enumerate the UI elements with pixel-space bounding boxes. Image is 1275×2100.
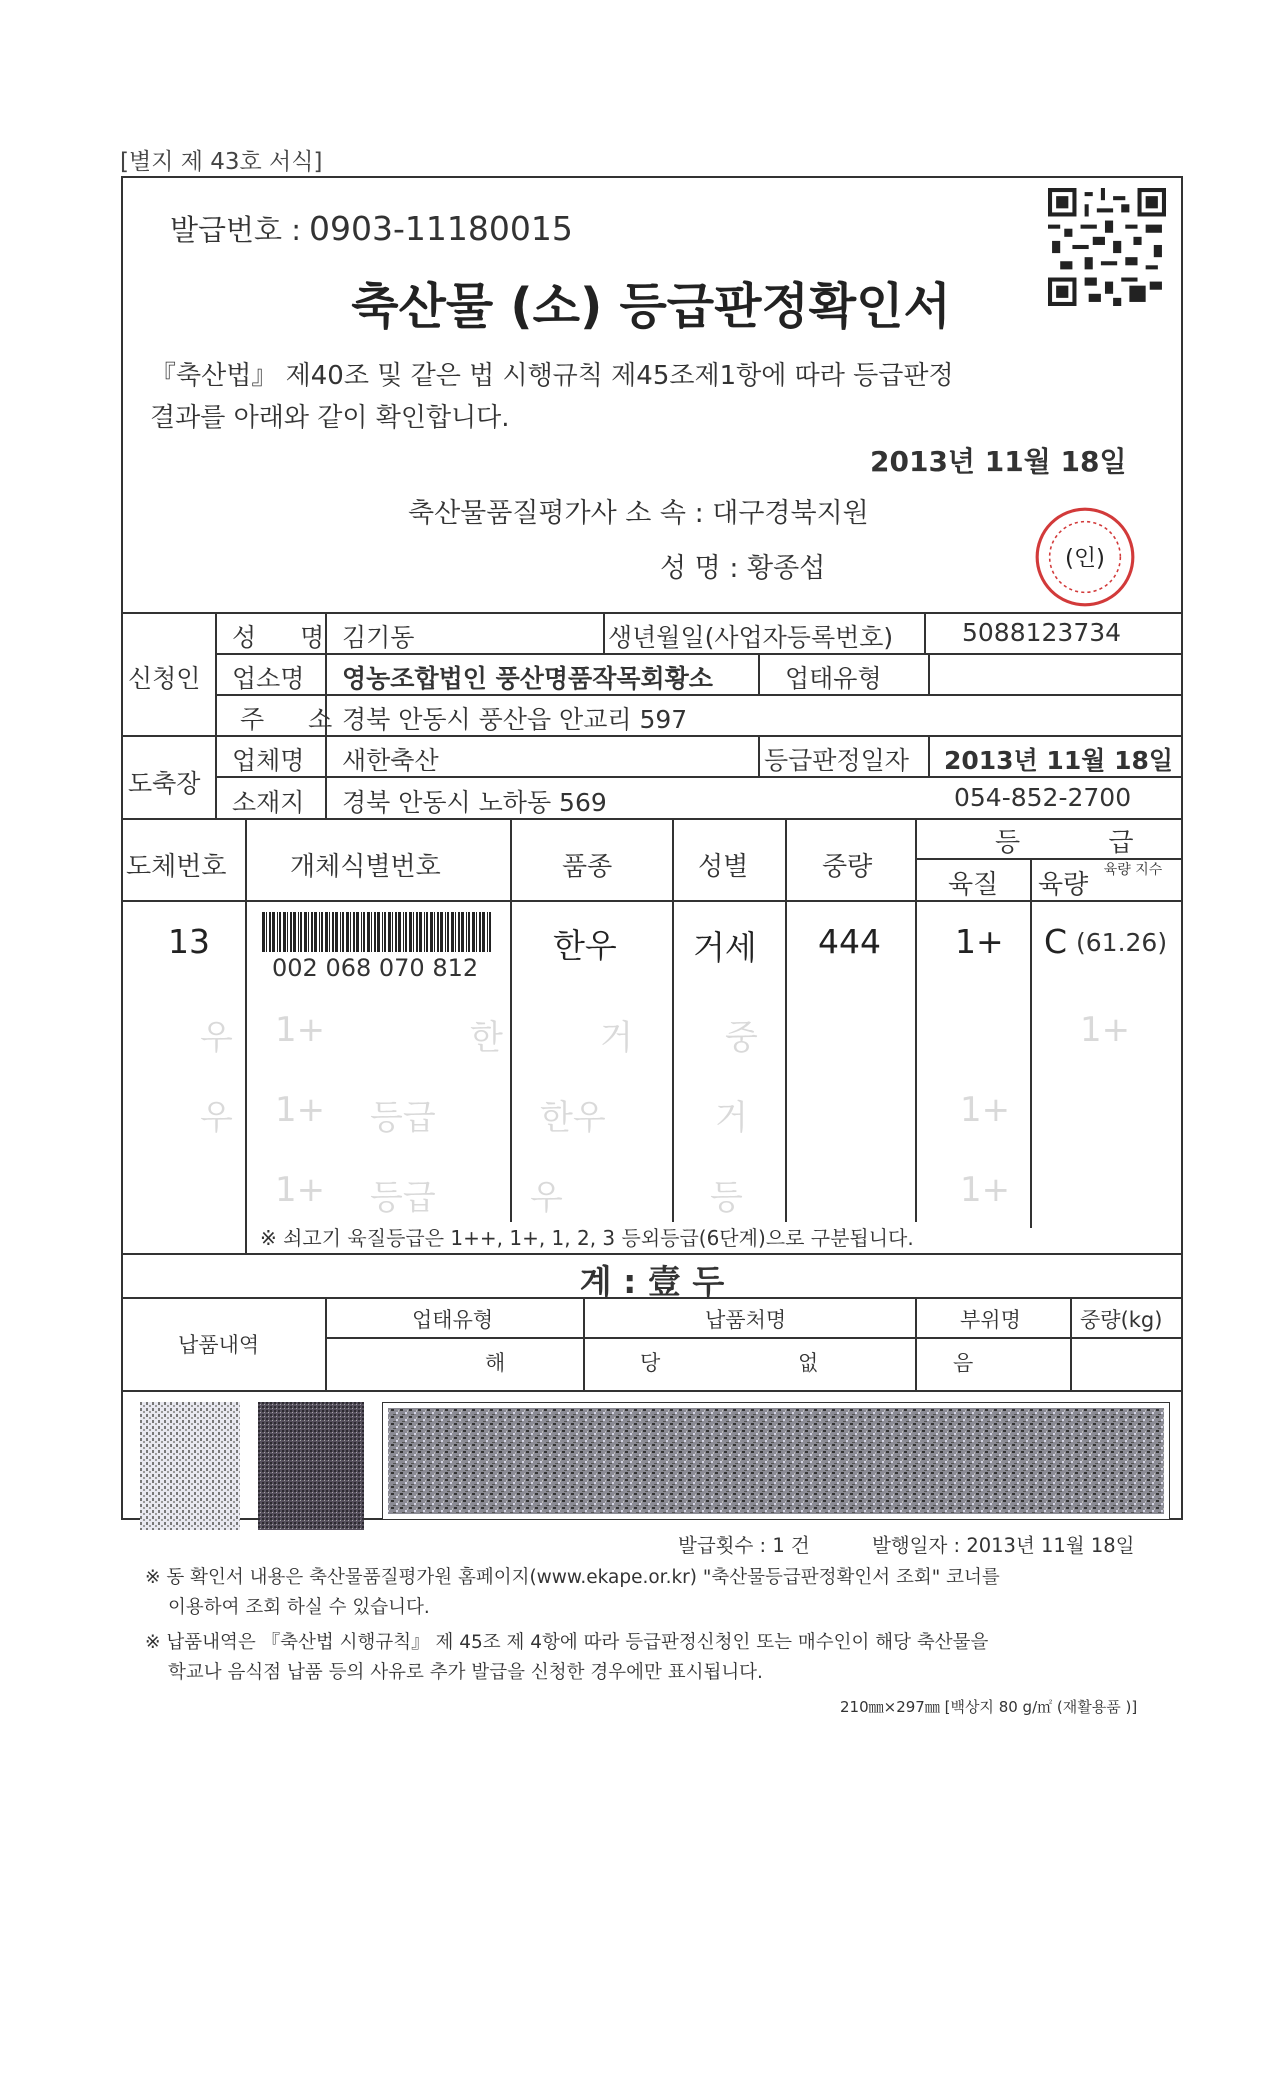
barcode-bar bbox=[419, 912, 422, 952]
barcode-bar bbox=[374, 912, 376, 952]
barcode-bar bbox=[451, 912, 454, 952]
barcode-bar bbox=[293, 912, 296, 952]
watermark-text: 등급 bbox=[370, 1098, 436, 1138]
intro-line-1: 『축산법』 제40조 및 같은 법 시행규칙 제45조제1항에 따라 등급판정 bbox=[150, 361, 954, 391]
barcode-bar bbox=[311, 912, 313, 952]
applicant-section-label: 신청인 bbox=[128, 664, 201, 693]
evaluator-name-label: 성 명 : bbox=[660, 553, 739, 584]
barcode-bar bbox=[416, 912, 418, 952]
barcode-bar bbox=[371, 912, 372, 952]
barcode-bar bbox=[466, 912, 467, 952]
barcode-bar bbox=[479, 912, 481, 952]
delivery-place-header: 납품처명 bbox=[705, 1308, 787, 1332]
barcode-bar bbox=[283, 912, 286, 952]
barcode-bar bbox=[447, 912, 449, 952]
barcode-bar bbox=[269, 912, 271, 952]
barcode-bar bbox=[472, 912, 475, 952]
delivery-value: 없 bbox=[798, 1351, 819, 1375]
delivery-value: 해 bbox=[485, 1351, 506, 1375]
divider bbox=[758, 735, 760, 776]
delivery-type-header: 업태유형 bbox=[412, 1308, 494, 1332]
evaluator-affiliation-label: 축산물품질평가사 소 속 : bbox=[408, 498, 704, 529]
barcode-bar bbox=[304, 912, 307, 952]
birth-label: 생년월일(사업자등록번호) bbox=[608, 623, 894, 652]
applicant-name-label: 성 명 bbox=[232, 623, 343, 652]
barcode-bar bbox=[424, 912, 425, 952]
watermark-text: 중 bbox=[725, 1018, 758, 1058]
issue-number: 0903-11180015 bbox=[309, 209, 573, 248]
divider bbox=[785, 818, 787, 1228]
barcode-bar bbox=[430, 912, 433, 952]
yield-index: (61.26) bbox=[1076, 928, 1168, 957]
barcode-bar bbox=[398, 912, 401, 952]
barcode-bar bbox=[340, 912, 341, 952]
issue-count: 발급횟수 : 1 건 bbox=[678, 1534, 810, 1557]
grade-header: 등 급 bbox=[995, 828, 1174, 858]
watermark-text: 한우 bbox=[540, 1098, 606, 1138]
divider bbox=[928, 735, 930, 776]
delivery-part-header: 부위명 bbox=[960, 1308, 1021, 1332]
divider bbox=[1030, 858, 1032, 1228]
barcode-bar bbox=[342, 912, 344, 952]
issue-number-line bbox=[170, 208, 573, 249]
delivery-value: 음 bbox=[953, 1351, 974, 1375]
issue-date: 발행일자 : 2013년 11월 18일 bbox=[872, 1534, 1135, 1557]
address-label: 주 소 bbox=[240, 705, 351, 734]
barcode-bar bbox=[482, 912, 485, 952]
barcode-bar bbox=[298, 912, 299, 952]
delivery-value: 당 bbox=[640, 1351, 661, 1375]
yield-grade: C bbox=[1044, 922, 1068, 961]
barcode-bar bbox=[332, 912, 334, 952]
confirmation-date: 2013년 11월 18일 bbox=[870, 445, 1127, 478]
yield-index-header: 육량 지수 bbox=[1103, 862, 1163, 878]
watermark-text: 거 bbox=[600, 1018, 633, 1058]
barcode-bar bbox=[266, 912, 267, 952]
barcode-bar bbox=[476, 912, 477, 952]
barcode-bar bbox=[262, 912, 265, 952]
business-name: 영농조합법인 풍산명품작목회황소 bbox=[342, 664, 713, 693]
barcode-bar bbox=[279, 912, 281, 952]
barcode-bar bbox=[287, 912, 288, 952]
divider bbox=[672, 818, 674, 1228]
barcode-bar bbox=[440, 912, 443, 952]
location: 경북 안동시 노하동 569 bbox=[342, 788, 607, 817]
footnote-2b: 학교나 음식점 납품 등의 사유로 추가 발급을 신청한 경우에만 표시됩니다. bbox=[168, 1662, 763, 1683]
barcode-bar bbox=[308, 912, 309, 952]
barcode-bar bbox=[403, 912, 404, 952]
applicant-name: 김기동 bbox=[342, 623, 415, 652]
quality-grade-note: ※ 쇠고기 육질등급은 1++, 1+, 1, 2, 3 등외등급(6단계)으로 구분됩니다. bbox=[256, 1222, 918, 1251]
yield-header: 육량 bbox=[1038, 870, 1089, 900]
divider bbox=[215, 612, 217, 818]
carcass-number-header: 도체번호 bbox=[126, 852, 227, 882]
barcode-bar bbox=[458, 912, 460, 952]
paper-spec: 210㎜×297㎜ [백상지 80 g/㎡ (재활용품 )] bbox=[840, 1698, 1138, 1716]
quality-grade: 1+ bbox=[955, 922, 1004, 961]
sex-header: 성별 bbox=[698, 852, 749, 882]
watermark-text: 1+ bbox=[275, 1010, 326, 1050]
company-label: 업체명 bbox=[232, 746, 305, 775]
barcode-bar bbox=[272, 912, 275, 952]
barcode-bar bbox=[392, 912, 393, 952]
watermark-text: 등 bbox=[710, 1178, 743, 1218]
divider bbox=[245, 818, 247, 1253]
evaluator-name-line bbox=[660, 546, 825, 585]
barcode-bar bbox=[361, 912, 362, 952]
location-label: 소재지 bbox=[232, 788, 305, 817]
barcode-number: 002 068 070 812 bbox=[272, 954, 479, 982]
barcode-bar bbox=[409, 912, 412, 952]
watermark-text: 1+ bbox=[1080, 1010, 1131, 1050]
breed: 한우 bbox=[553, 926, 617, 965]
watermark-text: 1+ bbox=[275, 1090, 326, 1130]
form-reference: [별지 제 43호 서식] bbox=[120, 149, 323, 175]
weight: 444 bbox=[818, 922, 881, 961]
footnote-2a: ※ 납품내역은 『축산법 시행규칙』 제 45조 제 4항에 따라 등급판정신청인 또는 매수인이 해당 축산물을 bbox=[145, 1632, 989, 1653]
carcass-number: 13 bbox=[168, 922, 210, 961]
barcode-bar bbox=[325, 912, 328, 952]
watermark-text: 우 bbox=[200, 1098, 233, 1138]
barcode-bar bbox=[367, 912, 370, 952]
security-pattern-icon bbox=[382, 1402, 1170, 1520]
official-seal-icon bbox=[1033, 505, 1137, 609]
divider bbox=[924, 612, 926, 653]
intro-line-2: 결과를 아래와 같이 확인합니다. bbox=[150, 403, 510, 433]
evaluator-affiliation: 대구경북지원 bbox=[712, 498, 869, 529]
divider bbox=[928, 653, 930, 694]
security-pattern-icon bbox=[258, 1402, 364, 1530]
barcode-bar bbox=[277, 912, 278, 952]
divider bbox=[325, 1337, 1183, 1339]
divider bbox=[121, 1253, 1183, 1255]
watermark-text: 거 bbox=[715, 1098, 748, 1138]
total-count: 계 : 壹 두 bbox=[579, 1262, 725, 1301]
barcode-bar bbox=[395, 912, 397, 952]
evaluator-name: 황종섭 bbox=[747, 553, 826, 584]
footnote-1a: ※ 동 확인서 내용은 축산물품질평가원 홈페이지(www.ekape.or.kr) "축산물등급판정확인서 조회" 코너를 bbox=[145, 1567, 1000, 1588]
barcode-bar bbox=[455, 912, 456, 952]
address: 경북 안동시 풍산읍 안교리 597 bbox=[342, 705, 688, 734]
barcode-bar bbox=[384, 912, 386, 952]
intro-text bbox=[150, 355, 1120, 439]
watermark-text: 1+ bbox=[275, 1170, 326, 1210]
barcode-icon bbox=[262, 912, 492, 952]
grading-date-label: 등급판정일자 bbox=[764, 746, 909, 775]
business-name-label: 업소명 bbox=[232, 664, 305, 693]
barcode-bar bbox=[489, 912, 491, 952]
divider bbox=[510, 818, 512, 1228]
weight-header: 중량 bbox=[822, 852, 873, 882]
barcode-bar bbox=[461, 912, 464, 952]
divider bbox=[603, 612, 605, 653]
business-type-label: 업태유형 bbox=[785, 664, 882, 693]
breed-header: 품종 bbox=[562, 852, 613, 882]
divider bbox=[325, 1297, 327, 1390]
barcode-bar bbox=[445, 912, 446, 952]
barcode-bar bbox=[321, 912, 323, 952]
barcode-bar bbox=[290, 912, 292, 952]
sex: 거세 bbox=[693, 928, 757, 967]
barcode-bar bbox=[426, 912, 428, 952]
barcode-bar bbox=[405, 912, 407, 952]
watermark-text: 등급 bbox=[370, 1178, 436, 1218]
barcode-bar bbox=[329, 912, 330, 952]
barcode-bar bbox=[314, 912, 317, 952]
delivery-section-label: 납품내역 bbox=[178, 1333, 260, 1357]
footnote-1b: 이용하여 조회 하실 수 있습니다. bbox=[168, 1597, 430, 1618]
seal-label: (인) bbox=[1065, 545, 1105, 572]
watermark-text: 1+ bbox=[960, 1090, 1011, 1130]
delivery-weight-header: 중량(kg) bbox=[1080, 1308, 1163, 1332]
slaughterhouse-section-label: 도축장 bbox=[128, 769, 201, 798]
company-name: 새한축산 bbox=[342, 746, 439, 775]
barcode-bar bbox=[363, 912, 365, 952]
watermark-text: 우 bbox=[530, 1178, 563, 1218]
barcode-bar bbox=[356, 912, 359, 952]
quality-header: 육질 bbox=[948, 870, 999, 900]
divider bbox=[758, 653, 760, 694]
barcode-bar bbox=[382, 912, 383, 952]
security-pattern-icon bbox=[140, 1402, 240, 1530]
phone-number: 054-852-2700 bbox=[954, 783, 1132, 812]
barcode-bar bbox=[346, 912, 349, 952]
divider bbox=[1070, 1297, 1072, 1390]
document-title: 축산물 (소) 등급판정확인서 bbox=[351, 278, 951, 335]
barcode-bar bbox=[350, 912, 351, 952]
barcode-bar bbox=[487, 912, 488, 952]
barcode-bar bbox=[413, 912, 414, 952]
business-registration-number: 5088123734 bbox=[962, 618, 1122, 647]
divider bbox=[583, 1297, 585, 1390]
evaluator-affiliation-line bbox=[408, 491, 869, 530]
issue-number-label: 발급번호 : bbox=[170, 213, 302, 247]
divider bbox=[915, 1297, 917, 1390]
barcode-bar bbox=[353, 912, 355, 952]
barcode-bar bbox=[377, 912, 380, 952]
barcode-bar bbox=[434, 912, 435, 952]
barcode-bar bbox=[335, 912, 338, 952]
id-number-header: 개체식별번호 bbox=[290, 852, 441, 882]
watermark-text: 한 bbox=[470, 1018, 503, 1058]
divider bbox=[121, 612, 1183, 614]
divider bbox=[121, 900, 1183, 902]
barcode-bar bbox=[388, 912, 391, 952]
barcode-bar bbox=[300, 912, 302, 952]
barcode-bar bbox=[319, 912, 320, 952]
divider bbox=[121, 1390, 1183, 1392]
barcode-bar bbox=[468, 912, 470, 952]
barcode-bar bbox=[437, 912, 439, 952]
watermark-text: 우 bbox=[200, 1018, 233, 1058]
grading-date: 2013년 11월 18일 bbox=[944, 746, 1174, 775]
watermark-text: 1+ bbox=[960, 1170, 1011, 1210]
divider bbox=[915, 818, 917, 1228]
divider bbox=[325, 735, 327, 818]
